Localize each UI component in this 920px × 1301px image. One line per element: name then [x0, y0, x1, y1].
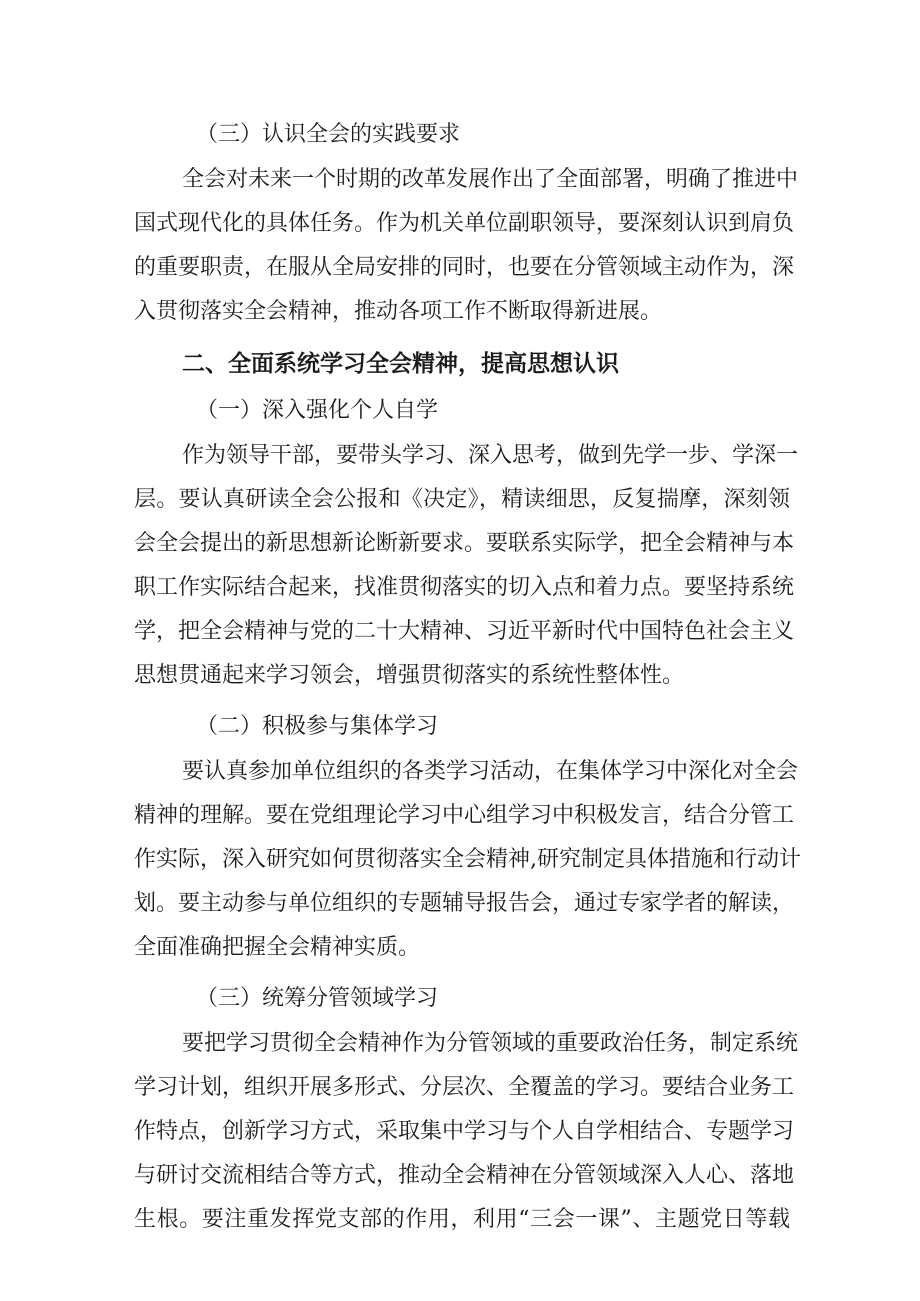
- paragraph-line: 精神的理解。要在党组理论学习中心组学习中积极发言，结合分管工: [134, 803, 795, 828]
- section-heading-two: 二、全面系统学习全会精神，提高思想认识: [182, 351, 619, 377]
- paragraph-line: 全会对未来一个时期的改革发展作出了全面部署，明确了推进中: [182, 167, 799, 192]
- paragraph-line: 划。要主动参与单位组织的专题辅导报告会，通过专家学者的解读，: [134, 891, 795, 916]
- paragraph-line: 会全会提出的新思想新论断新要求。要联系实际学，把全会精神与本: [134, 531, 795, 556]
- paragraph-line: 作特点，创新学习方式，采取集中学习与个人自学相结合、专题学习: [134, 1119, 795, 1144]
- paragraph-line: 与研讨交流相结合等方式，推动全会精神在分管领域深入人心、落地: [134, 1163, 795, 1188]
- document-page: [134, 112, 801, 1242]
- paragraph-line: 层。要认真研读全会公报和《决定》，精读细思，反复揣摩，深刻领: [134, 487, 790, 512]
- paragraph-line: 的重要职责，在服从全局安排的同时，也要在分管领域主动作为，深: [134, 255, 795, 280]
- paragraph-line: 学习计划，组织开展多形式、分层次、全覆盖的学习。要结合业务工: [134, 1075, 795, 1100]
- paragraph-line: 学，把全会精神与党的二十大精神、习近平新时代中国特色社会主义: [134, 619, 795, 644]
- paragraph-line: 要把学习贯彻全会精神作为分管领域的重要政治任务，制定系统: [182, 1031, 799, 1056]
- paragraph-line: 入贯彻落实全会精神，推动各项工作不断取得新进展。: [134, 299, 663, 324]
- paragraph-line: 国式现代化的具体任务。作为机关单位副职领导，要深刻认识到肩负: [134, 211, 795, 236]
- paragraph-line: 要认真参加单位组织的各类学习活动，在集体学习中深化对全会: [182, 759, 799, 784]
- paragraph-self-study: [134, 434, 799, 698]
- paragraph-line: 思想贯通起来学习领会，增强贯彻落实的系统性整体性。: [134, 663, 685, 688]
- paragraph-line: 全面准确把握全会精神实质。: [134, 935, 421, 960]
- paragraph-group-study: [134, 750, 801, 970]
- paragraph-line: 作实际，深入研究如何贯彻落实全会精神,研究制定具体措施和行动计: [134, 847, 801, 872]
- subheading-self-study: （一）深入强化个人自学: [196, 398, 439, 423]
- subheading-group-study: （二）积极参与集体学习: [196, 714, 439, 739]
- paragraph-practice-requirements: [134, 158, 799, 334]
- subheading-practice-requirements: （三）认识全会的实践要求: [196, 122, 461, 147]
- paragraph-line: 生根。要注重发挥党支部的作用，利用“三会一课”、主题党日等载: [134, 1207, 790, 1232]
- paragraph-line: 职工作实际结合起来，找准贯彻落实的切入点和着力点。要坚持系统: [134, 575, 795, 600]
- subheading-domain-study: （三）统筹分管领域学习: [196, 986, 439, 1011]
- paragraph-domain-study: [134, 1022, 799, 1242]
- paragraph-line: 作为领导干部，要带头学习、深入思考，做到先学一步、学深一: [182, 443, 799, 468]
